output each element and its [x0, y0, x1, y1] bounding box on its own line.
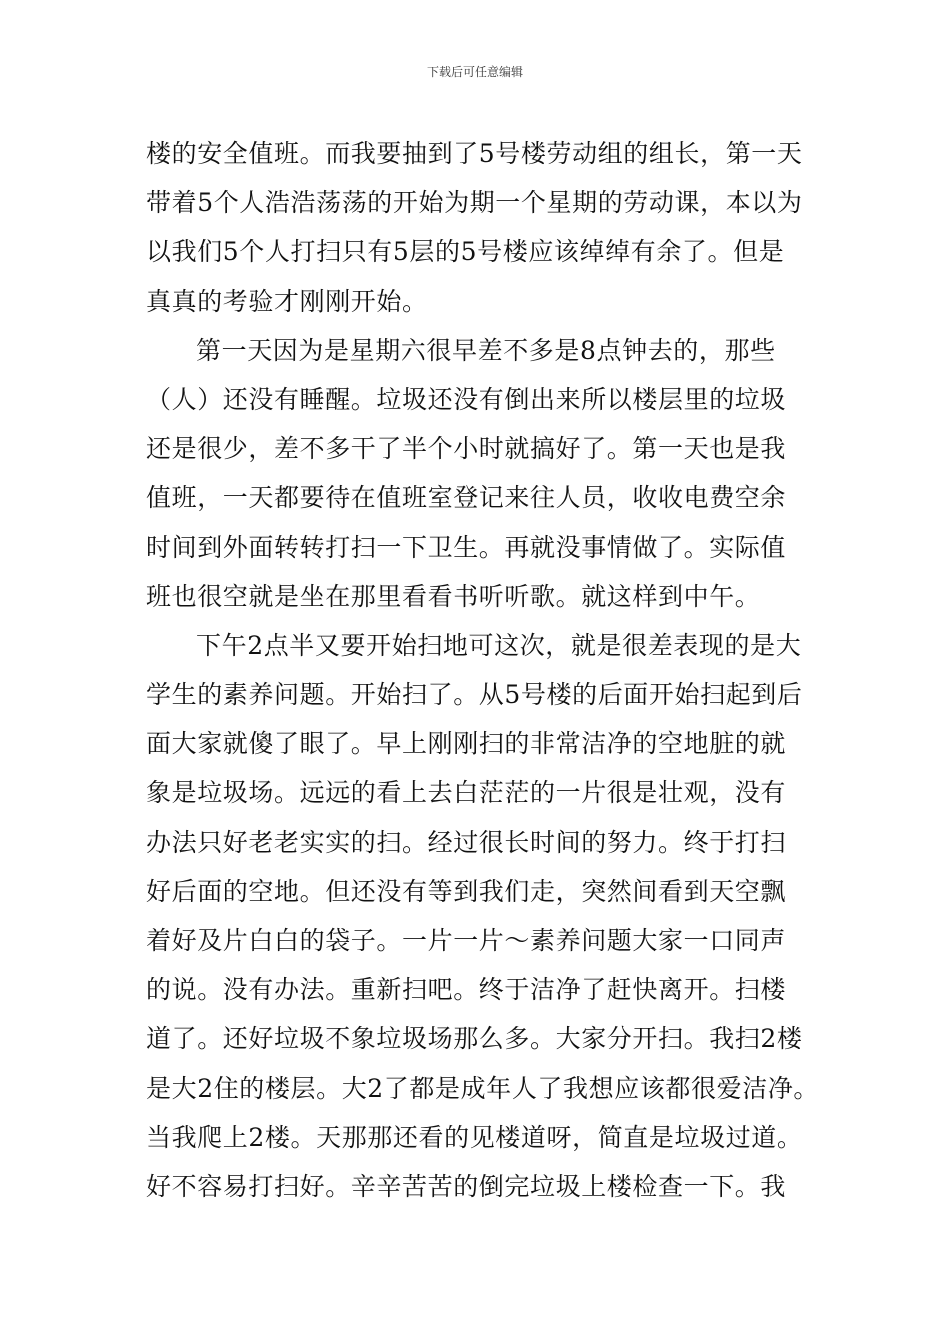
text-line: 好不容易打扫好。辛辛苦苦的倒完垃圾上楼检查一下。我: [146, 1171, 787, 1201]
text-line: 当我爬上2楼。天那那还看的见楼道呀，简直是垃圾过道。: [146, 1122, 803, 1152]
text-line: 着好及片白白的袋子。一片一片～素养问题大家一口同声: [146, 926, 787, 955]
page-header: 下载后可任意编辑: [426, 65, 523, 79]
text-line: 面大家就傻了眼了。早上刚刚扫的非常洁净的空地脏的就: [146, 729, 787, 759]
text-line: 象是垃圾场。远远的看上去白茫茫的一片很是壮观，没有: [146, 778, 787, 808]
text-line: 值班，一天都要待在值班室登记来往人员，收收电费空余: [146, 483, 787, 513]
text-line: 道了。还好垃圾不象垃圾场那么多。大家分开扫。我扫2楼: [146, 1024, 803, 1054]
document-body: [146, 129, 818, 1211]
text-line: 的说。没有办法。重新扫吧。终于洁净了赶快离开。扫楼: [146, 975, 787, 1005]
text-line: 办法只好老老实实的扫。经过很长时间的努力。终于打扫: [146, 827, 787, 857]
text-line: 带着5个人浩浩荡荡的开始为期一个星期的劳动课，本以为: [146, 188, 803, 218]
text-line: 好后面的空地。但还没有等到我们走，突然间看到天空飘: [146, 876, 787, 906]
text-line: （人）还没有睡醒。垃圾还没有倒出来所以楼层里的垃圾: [146, 384, 787, 414]
text-line: 时间到外面转转打扫一下卫生。再就没事情做了。实际值: [146, 532, 787, 562]
text-line: 楼的安全值班。而我要抽到了5号楼劳动组的组长，第一天: [146, 139, 803, 168]
text-line: 以我们5个人打扫只有5层的5号楼应该绰绰有余了。但是: [146, 237, 785, 267]
text-line: 还是很少，差不多干了半个小时就搞好了。第一天也是我: [146, 434, 787, 464]
text-line: 班也很空就是坐在那里看看书听听歌。就这样到中午。: [146, 581, 761, 611]
text-line: 学生的素养问题。开始扫了。从5号楼的后面开始扫起到后: [146, 680, 803, 710]
text-line: 是大2住的楼层。大2了都是成年人了我想应该都很爱洁净。: [146, 1073, 820, 1103]
paragraph-first-line: 第一天因为是星期六很早差不多是8点钟去的，那些: [196, 335, 776, 365]
paragraph-first-line: 下午2点半又要开始扫地可这次，就是很差表现的是大: [196, 630, 802, 660]
text-line: 真真的考验才刚刚开始。: [146, 286, 428, 316]
